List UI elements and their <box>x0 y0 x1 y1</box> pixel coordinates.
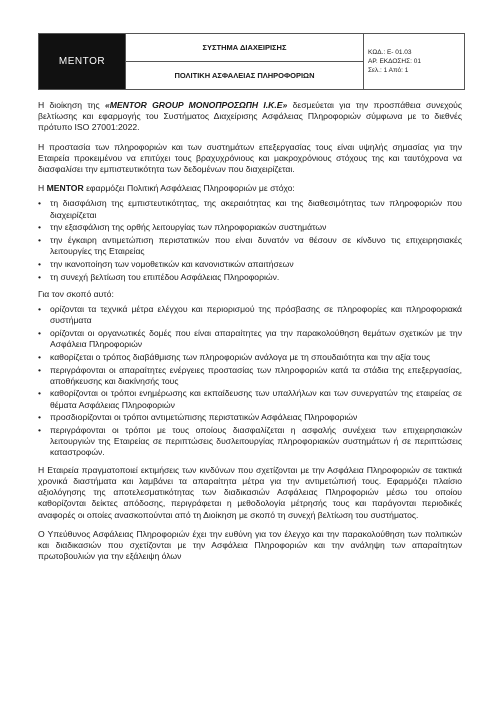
header-titles <box>125 34 364 89</box>
company-name: «MENTOR GROUP ΜΟΝΟΠΡΟΣΩΠΗ Ι.Κ.Ε» <box>104 100 288 110</box>
document-edition: ΑΡ. ΕΚΔΟΣΗΣ: 01 <box>368 58 421 65</box>
paragraph-objectives-intro <box>38 183 462 194</box>
goals-list <box>38 198 462 282</box>
list-item: • την εξασφάλιση της ορθής λειτουργίας των πληροφοριακών συστημάτων <box>38 222 462 233</box>
document-body <box>38 100 462 570</box>
list-item: • την ικανοποίηση των νομοθετικών και κανονιστικών απαιτήσεων <box>38 259 462 270</box>
paragraph-protection: Η προστασία των πληροφοριών και των συστημάτων επεξεργασίας τους είναι υψηλής σημασίας για την Εταιρεία προκειμένου να επιτύχει τους βραχυχρόνιους και μακροχρόνιους στόχους της και ταυτόχρονα να διασφαλίσει την εμπιστευτικότητα των δεδομένων που διαχειρίζεται. <box>38 141 462 175</box>
text-span: Η <box>38 183 47 194</box>
list-item: • καθορίζονται οι τρόποι ενημέρωσης και εκπαίδευσης των υπαλλήλων και των συνεργατών της εταιρείας σε θέματα Ασφάλειας Πληροφοριών <box>38 388 462 410</box>
paragraph-commitment <box>38 100 462 134</box>
list-item: • προσδιορίζονται οι τρόποι αντιμετώπισης περιστατικών Ασφάλειας Πληροφοριών <box>38 412 462 423</box>
logo-text: MENTOR <box>58 56 106 67</box>
paragraph-risk-assessment: Η Εταιρεία πραγματοποιεί εκτιμήσεις των κινδύνων που σχετίζονται με την Ασφάλεια Πληροφοριών σε τακτικά χρονικά διαστήματα και λαμβάνει τα απαραίτητα μέτρα για την αντιμετώπισή τους. Εφαρμόζει πλαίσιο αξιολόγησης της αποτελεσματικότητας των διαδικασιών Ασφάλειας Πληροφοριών μέσω του οποίου καθορίζονται δείκτες απόδοσης, περιγράφεται η μεθοδολογία μέτρησής τους και παράγονται περιοδικές αναφορές οι οποίες ανασκοπούνται από τη Διοίκηση με σκοπό τη συνεχή βελτίωση του συστήματος. <box>38 464 462 520</box>
list-item: • ορίζονται οι οργανωτικές δομές που είναι απαραίτητες για την παρακολούθηση θεμάτων σχετικών με την Ασφάλεια Πληροφοριών <box>38 328 462 350</box>
list-item: • ορίζονται τα τεχνικά μέτρα ελέγχου και περιορισμού της πρόσβασης σε πληροφορίες και πληροφοριακά συστήματα <box>38 304 462 326</box>
list-item: • περιγράφονται οι τρόποι με τους οποίους διασφαλίζεται η ασφαλής συνέχεια των επιχειρησιακών λειτουργιών της Εταιρείας σε περιπτώσεις δυσλειτουργίας πληροφοριακών συστημάτων ή σε περιπτώσεις καταστροφών. <box>38 425 462 459</box>
list-item: • τη διασφάλιση της εμπιστευτικότητας, της ακεραιότητας και της διαθεσιμότητας των πληροφοριών που διαχειρίζεται <box>38 198 462 220</box>
list-item: • καθορίζεται ο τρόπος διαβάθμισης των πληροφοριών ανάλογα με τη σπουδαιότητα και την αξία τους <box>38 352 462 363</box>
brand-name: MENTOR <box>46 183 84 194</box>
list-item: • τη συνεχή βελτίωση του επιπέδου Ασφάλειας Πληροφοριών. <box>38 272 462 283</box>
text-span: εφαρμόζει Πολιτική Ασφάλειας Πληροφοριών με στόχο: <box>83 183 295 194</box>
text-span: δεσμεύεται για την προσπάθεια συνεχούς βελτίωσης και εφαρμογής του Συστήματος Διαχείρισης Ασφάλειας Πληροφοριών σύμφωνα με το διεθνές πρότυπο ISO 27001:2022. <box>38 100 462 133</box>
list-item: • την έγκαιρη αντιμετώπιση περιστατικών που είναι δυνατόν να θέσουν σε κίνδυνο τις επιχειρησιακές λειτουργίες της Εταιρείας <box>38 235 462 257</box>
policy-title: ΠΟΛΙΤΙΚΗ ΑΣΦΑΛΕΙΑΣ ΠΛΗΡΟΦΟΡΙΩΝ <box>174 71 315 80</box>
document-page: Σελ.: 1 Από: 1 <box>368 67 409 74</box>
document-meta <box>364 34 464 89</box>
document-header <box>38 33 465 90</box>
text-span: Η διοίκηση της <box>38 100 105 110</box>
paragraph-security-officer: Ο Υπεύθυνος Ασφάλειας Πληροφοριών έχει την ευθύνη για τον έλεγχο και την παρακολούθηση των πολιτικών και διαδικασιών που σχετίζονται με την Ασφάλεια Πληροφοριών και την ανάληψη των απαραίτητων πρωτοβουλιών για την εξάλειψη όλων <box>38 528 462 562</box>
paragraph-purpose: Για τον σκοπό αυτό: <box>38 288 114 299</box>
company-logo <box>39 34 125 89</box>
document-code: ΚΩΔ.: Ε- 01.03 <box>368 49 412 56</box>
measures-list <box>38 304 462 459</box>
system-title: ΣΥΣΤΗΜΑ ΔΙΑΧΕΙΡΙΣΗΣ <box>126 34 363 62</box>
list-item: • περιγράφονται οι απαραίτητες ενέργειες προστασίας των πληροφοριών κατά τα στάδια της επεξεργασίας, αποθήκευσης και διακίνησής τους <box>38 365 462 387</box>
